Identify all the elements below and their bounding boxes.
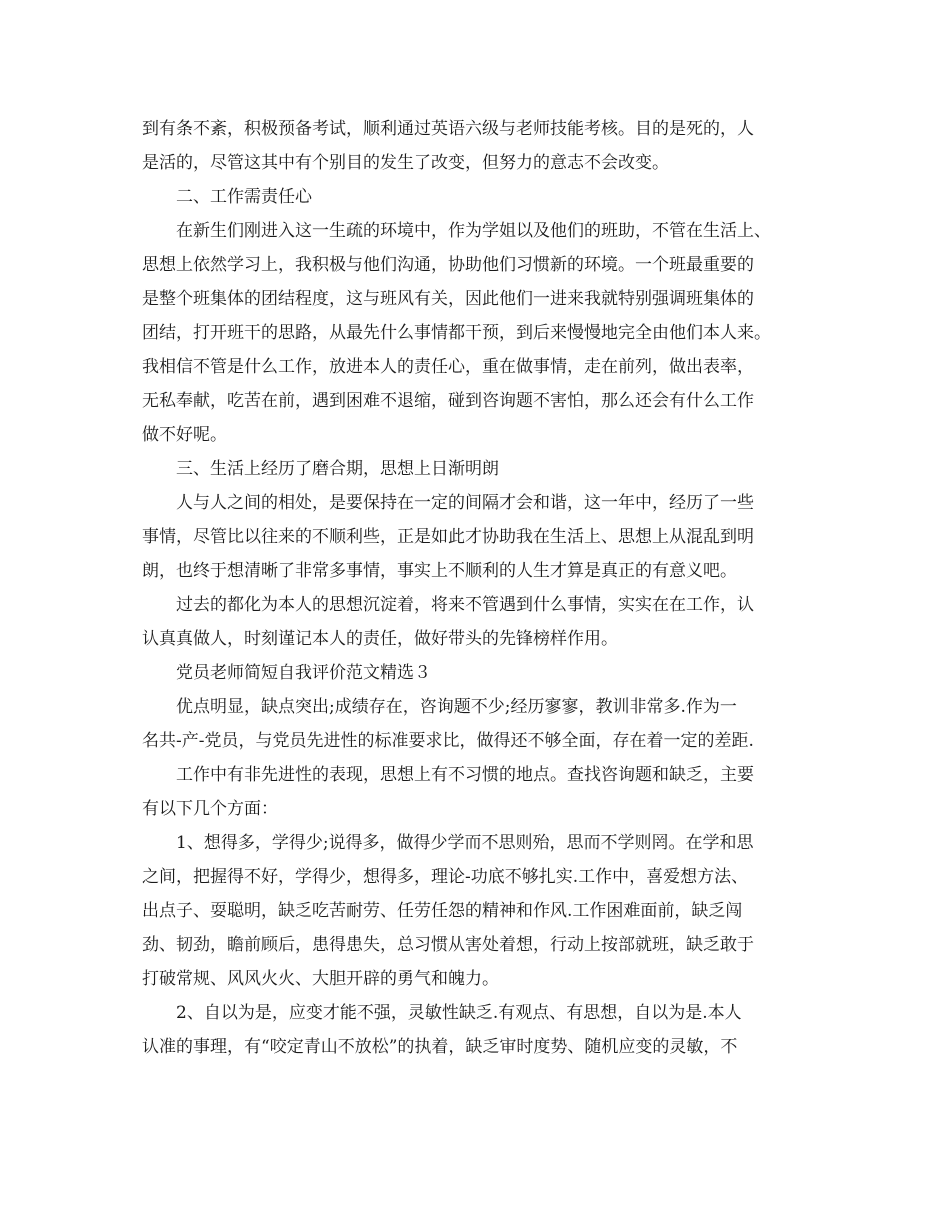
paragraph-line: 之间，把握得不好，学得少，想得多，理论-功底不够扎实.工作中，喜爱想方法、 xyxy=(142,867,749,887)
paragraph-line: 事情，尽管比以往来的不顺利些，正是如此才协助我在生活上、思想上从混乱到明 xyxy=(142,527,754,547)
document-paragraph xyxy=(142,758,814,826)
document-paragraph xyxy=(142,588,814,656)
paragraph-line: 打破常规、风风火火、大胆开辟的勇气和魄力。 xyxy=(142,969,499,989)
paragraph-line: 党员老师简短自我评价范文精选３ xyxy=(176,663,431,683)
document-paragraph xyxy=(142,112,814,180)
document-paragraph xyxy=(142,180,814,214)
paragraph-line: 名共-产-党员，与党员先进性的标准要求比，做得还不够全面，存在着一定的差距. xyxy=(142,731,754,751)
paragraph-line: 无私奉献，吃苦在前，遇到困难不退缩，碰到咨询题不害怕，那么还会有什么工作 xyxy=(142,391,754,411)
paragraph-line: 2、自以为是，应变才能不强，灵敏性缺乏.有观点、有思想，自以为是.本人 xyxy=(176,1003,742,1023)
document-body xyxy=(142,112,814,1064)
paragraph-line: 1、想得多，学得少;说得多，做得少学而不思则殆，思而不学则罔。在学和思 xyxy=(176,833,754,853)
paragraph-line: 是整个班集体的团结程度，这与班风有关，因此他们一进来我就特别强调班集体的 xyxy=(142,289,754,309)
paragraph-line: 有以下几个方面： xyxy=(142,799,278,819)
paragraph-line: 三、生活上经历了磨合期，思想上日渐明朗 xyxy=(176,459,499,479)
paragraph-line: 朗，也终于想清晰了非常多事情，事实上不顺利的人生才算是真正的有意义吧。 xyxy=(142,561,737,581)
document-paragraph xyxy=(142,826,814,996)
document-paragraph xyxy=(142,452,814,486)
paragraph-line: 优点明显，缺点突出;成绩存在，咨询题不少;经历寥寥，教训非常多.作为一 xyxy=(176,697,737,717)
paragraph-line: 工作中有非先进性的表现，思想上有不习惯的地点。查找咨询题和缺乏，主要 xyxy=(176,765,754,785)
document-paragraph xyxy=(142,690,814,758)
paragraph-line: 过去的都化为本人的思想沉淀着，将来不管遇到什么事情，实实在在工作，认 xyxy=(176,595,754,615)
paragraph-line: 二、工作需责任心 xyxy=(176,187,312,207)
paragraph-line: 是活的，尽管这其中有个别目的发生了改变，但努力的意志不会改变。 xyxy=(142,153,669,173)
paragraph-line: 思想上依然学习上，我积极与他们沟通，协助他们习惯新的环境。一个班最重要的 xyxy=(142,255,754,275)
document-paragraph xyxy=(142,486,814,588)
paragraph-line: 做不好呢。 xyxy=(142,425,227,445)
paragraph-line: 在新生们刚进入这一生疏的环境中，作为学姐以及他们的班助，不管在生活上、 xyxy=(176,221,771,241)
document-paragraph xyxy=(142,214,814,452)
paragraph-line: 认真真做人，时刻谨记本人的责任，做好带头的先锋榜样作用。 xyxy=(142,629,618,649)
paragraph-line: 劲、韧劲，瞻前顾后，患得患失，总习惯从害处着想，行动上按部就班，缺乏敢于 xyxy=(142,935,754,955)
paragraph-line: 认准的事理，有“咬定青山不放松”的执着，缺乏审时度势、随机应变的灵敏，不 xyxy=(142,1037,738,1057)
paragraph-line: 团结，打开班干的思路，从最先什么事情都干预，到后来慢慢地完全由他们本人来。 xyxy=(142,323,771,343)
paragraph-line: 我相信不管是什么工作，放进本人的责任心，重在做事情，走在前列，做出表率， xyxy=(142,357,754,377)
document-paragraph xyxy=(142,656,814,690)
paragraph-line: 人与人之间的相处，是要保持在一定的间隔才会和谐，这一年中，经历了一些 xyxy=(176,493,754,513)
document-paragraph xyxy=(142,996,814,1064)
paragraph-line: 出点子、耍聪明，缺乏吃苦耐劳、任劳任怨的精神和作风.工作困难面前，缺乏闯 xyxy=(142,901,743,921)
paragraph-line: 到有条不紊，积极预备考试，顺利通过英语六级与老师技能考核。目的是死的，人 xyxy=(142,119,754,139)
